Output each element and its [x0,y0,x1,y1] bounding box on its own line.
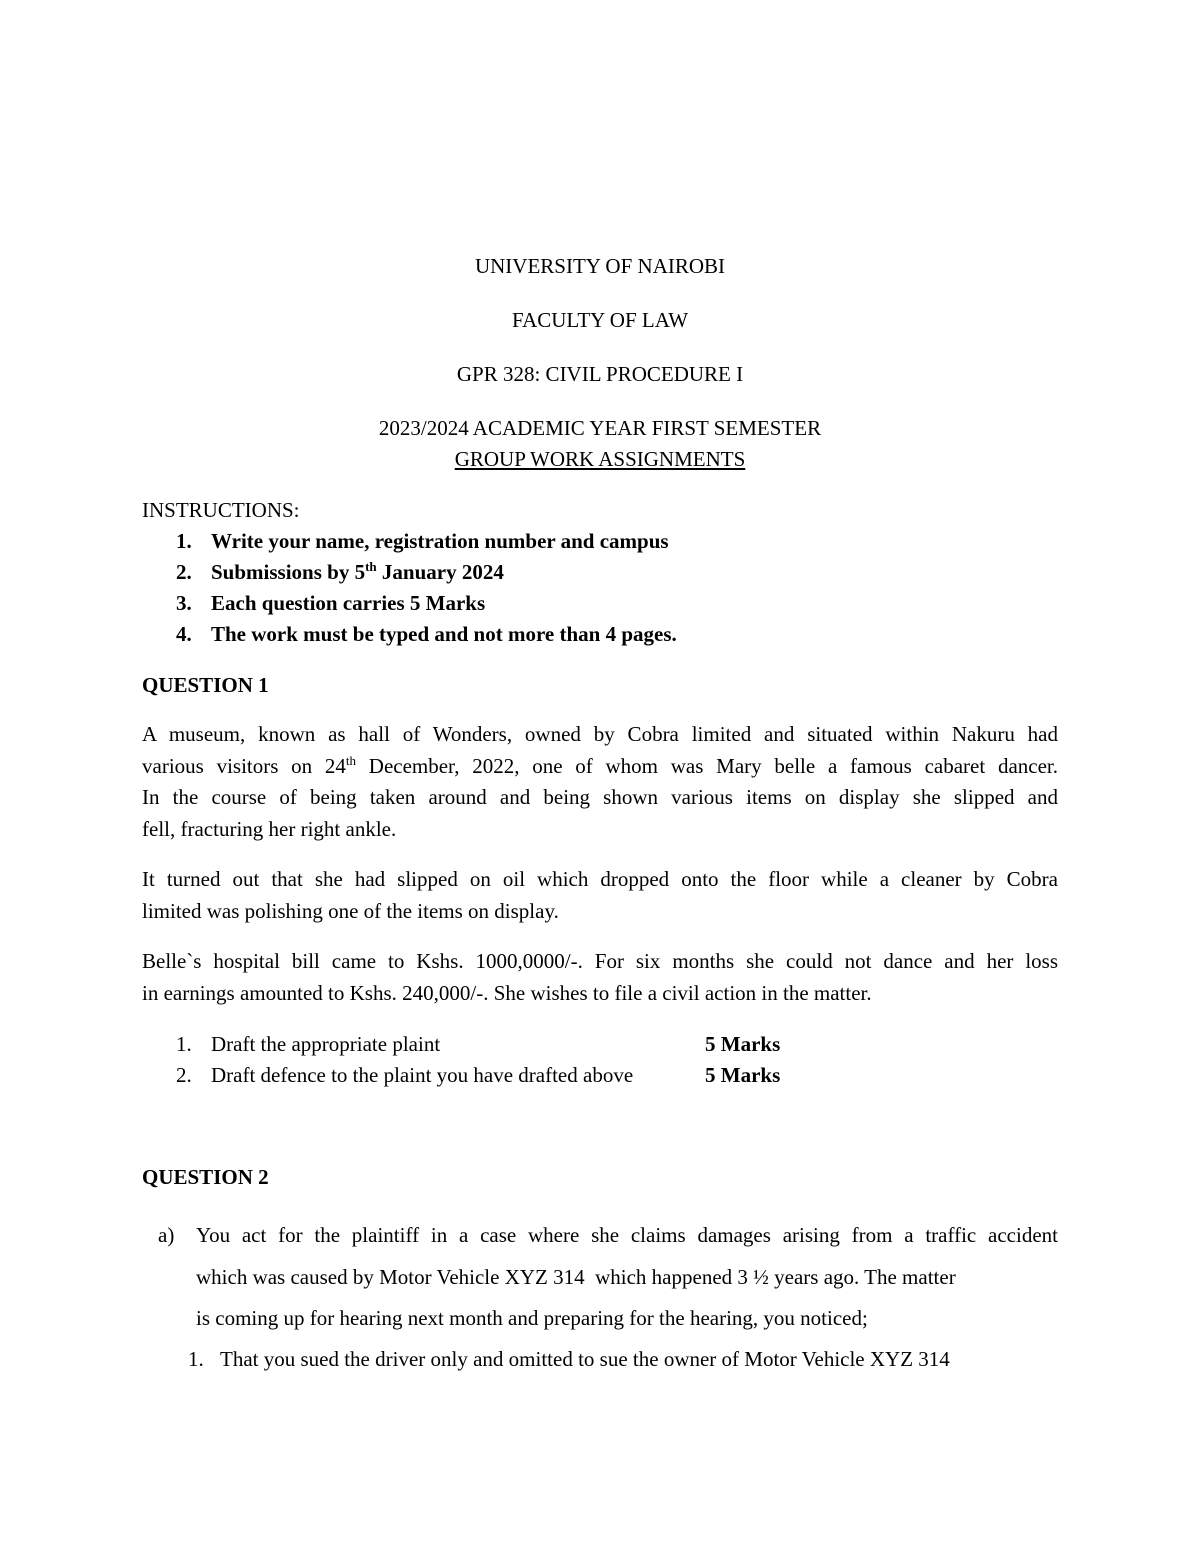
part-a-line: You act for the plaintiff in a case where she claims damages arising from a traffic accident [196,1223,1058,1247]
academic-year-title: 2023/2024 ACADEMIC YEAR FIRST SEMESTER [378,416,822,440]
task-number: 1. [176,1032,192,1056]
instructions-heading: INSTRUCTIONS: [142,498,300,522]
question-1-paragraph-1 [142,719,1058,845]
task-text: Draft the appropriate plaint [211,1032,441,1056]
assignment-type-title: GROUP WORK ASSIGNMENTS [454,447,746,471]
task-marks: 5 Marks [705,1063,781,1087]
instruction-item: Write your name, registration number and campus [211,529,669,553]
question-1-heading: QUESTION 1 [142,673,269,697]
paragraph-line: limited was polishing one of the items on display. [142,898,559,923]
sub-item-text: That you sued the driver only and omitted to sue the owner of Motor Vehicle XYZ 314 [220,1347,950,1371]
instruction-number: 2. [176,560,192,584]
sub-item-number: 1. [188,1347,204,1371]
paragraph-line: fell, fracturing her right ankle. [142,816,397,841]
instruction-number: 3. [176,591,192,615]
paragraph-line: various visitors on 24th December, 2022, one of whom was Mary belle a famous cabaret dancer. [142,752,1058,778]
paragraph-line: In the course of being taken around and being shown various items on display she slipped and [142,785,1058,809]
faculty-title: FACULTY OF LAW [511,308,689,332]
part-a-line: is coming up for hearing next month and preparing for the hearing, you noticed; [196,1306,868,1330]
question-2-heading: QUESTION 2 [142,1165,269,1189]
paragraph-line: A museum, known as hall of Wonders, owned by Cobra limited and situated within Nakuru had [142,722,1058,746]
paragraph-line: Belle`s hospital bill came to Kshs. 1000,0000/-. For six months she could not dance and her loss [142,949,1058,973]
task-number: 2. [176,1063,192,1087]
university-title: UNIVERSITY OF NAIROBI [474,254,726,278]
question-1-paragraph-2 [142,864,1058,927]
instruction-number: 4. [176,622,192,646]
part-a-line: which was caused by Motor Vehicle XYZ 314 which happened 3 ½ years ago. The matter [196,1265,956,1289]
paragraph-line: in earnings amounted to Kshs. 240,000/-. She wishes to file a civil action in the matter. [142,980,872,1005]
task-marks: 5 Marks [705,1032,781,1056]
paragraph-line: It turned out that she had slipped on oil which dropped onto the floor while a cleaner by Cobra [142,867,1058,891]
instruction-number: 1. [176,529,192,553]
question-1-paragraph-3 [142,946,1058,1009]
part-label: a) [158,1223,175,1247]
instruction-item: The work must be typed and not more than 4 pages. [211,622,677,646]
course-title: GPR 328: CIVIL PROCEDURE I [456,362,744,386]
task-text: Draft defence to the plaint you have drafted above [211,1063,634,1087]
instruction-item: Submissions by 5th January 2024 [211,559,504,584]
instruction-item: Each question carries 5 Marks [211,591,486,615]
